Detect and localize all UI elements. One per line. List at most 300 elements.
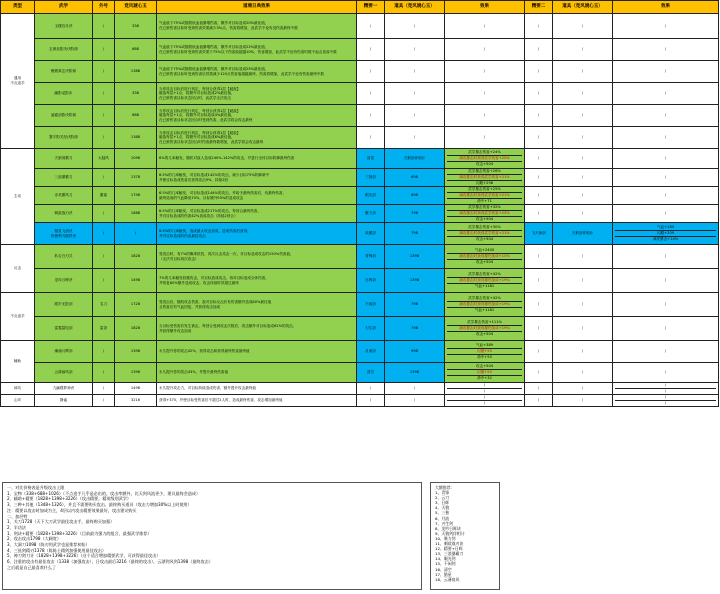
table-row [1,293,719,317]
effect1-cell [445,149,525,169]
col-header: 道境日典效果 [157,1,357,14]
effect-line: 武学暴击伤害+25% [447,187,522,193]
cost-cell: 1828 [115,245,157,269]
note-line: 注：精要以攻击时加成为主，4层以内攻击精要效果最好，攻击建议购买 [7,507,137,513]
essence2-cell: / [525,341,553,363]
note-line: 1、剑诀+精要（1828+1398+3226）（目前最为强力的组合，最强武学推荐） [7,530,152,536]
effect-line: 闪避+55 [447,349,522,355]
note-line: 6、注重的攻击有最佳攻击（1338（加强攻击），日攻击最后3216（最终的攻击），云漂剑风剑1398（最终攻击） [7,559,213,565]
effect1-cell [445,269,525,293]
effect-line: 气血+1181 [474,308,495,312]
note-line: 1、关刀1728（天下大刀武学最佳攻击手，最终购买加强） [7,519,115,525]
effect2-cell [613,269,719,293]
effect-desc-cell: 永久提升攻击力，对目标持续造成伤害，额外提升攻击最终值 [157,383,357,395]
alias-cell: / [93,269,115,293]
table-row [1,105,719,127]
effect-line: / [664,389,667,393]
effect-line: 减攻暴击时获得武学伤害+21% [447,231,522,237]
item1-cell: 698 [385,187,445,205]
item2-cell: / [553,61,613,83]
note-line: 4、三弦剑精刃1378（陈陈士精剑加强使用最佳攻击） [7,547,106,553]
effect2-cell [613,39,719,61]
effect-line: 减攻暴击时获得武学伤害+25% [447,211,522,217]
effect-line: 气血+2400 [447,248,522,254]
item1-cell: / [385,105,445,127]
category-cell: 辅助 [1,341,35,383]
alias-cell: / [93,205,115,223]
table-row [1,245,719,269]
effect1-cell [445,245,525,269]
essence2-cell: / [525,105,553,127]
effect-line: 武学暴击伤害+24% [447,150,522,156]
category-cell: 反击 [1,245,35,293]
effect-line: / [664,302,667,306]
essence2-cell: / [525,395,553,407]
col-header: 道具（竞风琥心玉） [553,1,613,14]
effect1-cell [445,105,525,127]
effect-line: 减攻暴击时获得武学伤害+21% [447,175,522,181]
table-row [1,169,719,187]
table-row [1,317,719,341]
table-row [1,341,719,363]
item1-cell: 天狼剑伴相计 [385,149,445,169]
effect-line: / [664,370,667,374]
order-item: 5、三独 [435,510,450,516]
essence1-cell: / [357,39,385,61]
essence1-cell: / [357,127,385,149]
cost-cell: 1378 [115,169,157,187]
effect-line: 攻击+504 [475,260,494,264]
skill-name-cell: 凌霜剑影诀阶源 [35,105,93,127]
effect-line: 武学暴击伤害+42% [447,296,522,302]
effect-desc-cell: 受攻击后，随机攻击伤害，敌对目标反击后有伤害额外造成80%最佳值 且伤害后有气血回复，并获得攻击加成 [157,293,357,317]
effect-line: 攻击+504 [475,332,494,336]
effect-desc-cell: 气血值下75%或随着低血值暴增伤害，额外对目标造成22%最佳值， 在已被伤害目标时受到伤害效果下75%以下伤害值超越10%，伤害增加，此武学不论有伤害时数不起点造成中数 [157,39,357,61]
essence1-cell: / [357,14,385,39]
essence1-cell: 眼光剑 [357,187,385,205]
skill-name-cell: 三浪暴霸刀 [35,169,93,187]
essence1-cell: 青锋剑 [357,245,385,269]
col-header: 道具（竞风琥心玉） [385,1,445,14]
essence2-cell: / [525,61,553,83]
alias-cell: / [93,83,115,105]
note-line: 二、加层特 [7,513,28,519]
effect-line: / [483,47,486,51]
skill-name-cell: 赤英霸风刀 [35,187,93,205]
table-row [1,269,719,293]
essence2-cell: / [525,149,553,169]
skill-name-cell: 跟岁无影剑 [35,293,93,317]
effect1-cell [445,395,525,407]
item1-cell: 798 [385,205,445,223]
skill-name-cell: 斩舌白刃式 [35,245,93,269]
effect-desc-cell: 7%的几率触发回避攻击，对目标造成攻击，再对目标造成全体伤害， 并恢复60%额外造成攻击，攻击持续时效超过最终 [157,269,357,293]
table-row [1,363,719,383]
item2-cell: / [553,245,613,269]
cost-cell: 1498 [115,269,157,293]
col-header: 外号 [93,1,115,14]
alias-cell: / [93,245,115,269]
table-row [1,205,719,223]
essence2-cell: / [525,317,553,341]
order-item: 2、云刀 [435,495,450,501]
effect-line: / [664,254,667,258]
item1-cell: 698 [385,169,445,187]
effect-line: 武学暴击伤害+26% [447,169,522,175]
essence1-cell: 收藏剑 [357,223,385,245]
item2-cell: / [553,83,613,105]
effect-desc-cell: 气血值下75%或随着低血值暴增伤害，额外对目标造成25%最佳值， 在已被伤害目标时受到伤害后效果减少120点伤害值超越最终，伤害将增加，此武学不论有伤害最终中数 [157,61,357,83]
essence2-cell: / [525,205,553,223]
effect-desc-cell: 当你攻击目标后进行判定，每回合获得1层【破敌】 破敌每层+1点，将额外对目标造成2%最佳值， 在已被伤害目标状态回合时，此武学无法攻击 [157,83,357,105]
effect2-cell [613,127,719,149]
item1-cell: / [385,395,445,407]
category-cell: 通用 不点追手 [1,14,35,149]
effect-line: 减攻暴击时获得暴伤加成+19% [447,326,522,332]
effect-line: 气血+1181 [474,284,495,288]
essence2-cell: / [525,245,553,269]
skill-name-cell: 寰宇阳关经诀阶源 [35,127,93,149]
effect-line: / [664,156,667,160]
effect-line: 减攻暴击时获得暴伤加成+15% [447,254,522,260]
col-header: 竞风琥心玉 [115,1,157,14]
essence2-cell: / [525,127,553,149]
effect1-cell [445,187,525,205]
effect-desc-cell: 当你攻击目标后进行判定，每回合获得1层【破敌】 破敌每层+1点，将额外对目标造成6%最佳值， 在已被伤害目标状态回合时伤害最终数增加，此武学将会攻击最终 [157,127,357,149]
order-title: 大额推荐： [435,485,455,490]
order-item: 9、天狼剑伴相计 [435,530,465,536]
essence2-cell: 飞天神剑 [525,223,553,245]
table-row [1,39,719,61]
order-item: 3、日晖 [435,500,450,506]
effect2-cell [613,61,719,83]
effect-line: / [447,395,522,401]
effect-line: 武学暴击伤害+30% [447,225,522,231]
item1-cell: 1398 [385,269,445,293]
effect-line: / [664,401,667,405]
effect-line: 减攻暴击+14% [652,237,679,241]
item2-cell: / [553,383,613,395]
essence2-cell: / [525,14,553,39]
effect-desc-cell: 获得+375，并使目标受伤害后不超过2人时，造成最终伤害，攻击增加最终值 [157,395,357,407]
category-cell: 心印 [1,395,35,407]
effect-line: 减攻暴击时获得武学伤害+20% [447,156,522,162]
effect1-cell [445,169,525,187]
effect-line: / [664,91,667,95]
cost-cell: 688 [115,105,157,127]
effect2-cell [613,317,719,341]
alias-cell: / [93,39,115,61]
skill-name-cell: 玉楼宫月诀 [35,14,93,39]
essence1-cell: 三独剑 [357,169,385,187]
table-row [1,14,719,39]
effect-line: / [447,383,522,389]
effect-line: 命中+71 [477,199,492,203]
alias-cell: 激素 [93,187,115,205]
essence2-cell: / [525,187,553,205]
alias-cell: / [93,105,115,127]
note-line: 之后就是自己最喜欢什么了 [7,564,57,570]
effect2-cell [613,169,719,187]
note-line: 2、攻击攻击1798（大阔宽） [7,536,61,542]
cost-cell: / [115,223,157,245]
item2-cell: / [553,149,613,169]
effect1-cell [445,363,525,383]
effect-desc-cell: 6%的几率触发，随机对敌人造成240%-142%的攻击，并进行全体目标防御最终伤害 [157,149,357,169]
effect-desc-cell: 当目标受伤害后发生被击，每回合受到攻击次数后，攻击额外对目标造成62%的攻击， 并获得额外攻击加成 [157,317,357,341]
effect2-cell [613,149,719,169]
note-line: 一、对比价格表是升级攻击上限 [7,485,65,490]
item2-cell: / [553,363,613,383]
effect-line: / [483,135,486,139]
effect-line: / [664,175,667,179]
cost-cell: 1888 [115,205,157,223]
cost-cell: 1398 [115,363,157,383]
alias-cell: / [93,223,115,245]
effect-line: 命中+55 [477,355,492,359]
item1-cell: / [385,14,445,39]
effect-line: / [664,193,667,197]
skill-name-cell: 云薄扇风剑 [35,363,93,383]
effect-line: 武学暴击伤害+111% [447,320,522,326]
effect-line: / [664,278,667,282]
effect-desc-cell: 永久提升你的攻击43%，并提升最终伤害值 [157,363,357,383]
effect-line: / [664,47,667,51]
item2-cell: / [553,205,613,223]
item2-cell: / [553,187,613,205]
note-line: 1、宝物（338+688+1026）（不点追手几乎是必出的，攻击率额外，比天剑风流更少，建议最终会造成） [7,490,201,496]
category-cell: 主动 [1,149,35,245]
effect-line: 武学暴击伤害+42% [447,272,522,278]
order-item: 15、不闲剑 [435,561,456,567]
item2-cell: / [553,169,613,187]
table-row [1,223,719,245]
cost-cell: 1798 [115,187,157,205]
effect-line: 减攻暴击时获得暴伤加成+19% [447,278,522,284]
order-item: 7、刃生剑 [435,520,454,526]
item1-cell: 798 [385,317,445,341]
notes-panel [2,482,422,590]
cost-cell: 1728 [115,293,157,317]
alias-cell: / [93,341,115,363]
cost-cell: 3216 [115,395,157,407]
item2-cell: / [553,317,613,341]
cost-cell: 1098 [115,149,157,169]
item2-cell: / [553,14,613,39]
essence2-cell: / [525,293,553,317]
skill-name-cell: 雷霆裂电剑 [35,317,93,341]
effect1-cell [445,127,525,149]
effect-desc-cell: 气血值下75%或随着低血值暴增伤害，额外对目标造成20%最佳值， 在已被伤害目标时受到伤害效果减少3%点，伤害将增加，此武学不论有没伤害最终中数 [157,14,357,39]
effect-line: / [615,395,716,401]
essence1-cell: / [357,61,385,83]
effect-desc-cell: 6.5%的几率触发，对目标造成217%的攻击，每回合最终伤害， 并对目标造成的伤害42%造成攻击（持续2回合） [157,205,357,223]
item1-cell: / [385,83,445,105]
effect-line: / [483,91,486,95]
effect2-cell [613,187,719,205]
effect-line: / [615,383,716,389]
essence1-cell: / [357,83,385,105]
recommend-order-panel [430,482,500,590]
order-item: 1、青锋 [435,490,450,496]
order-item: 14、眼光剑 [435,556,456,562]
essence1-cell: / [357,105,385,127]
effect-line: 攻击+504 [475,162,494,166]
skill-name-cell: 猎星飞剑诀 快捷利刃破铁诀 [35,223,93,245]
col-header: 效果 [613,1,719,14]
cost-cell: 338 [115,83,157,105]
effect2-cell [613,383,719,395]
col-header: 类型 [1,1,35,14]
effect2-cell [613,245,719,269]
skill-name-cell: 天狼荡霸刀 [35,149,93,169]
item1-cell: 798 [385,293,445,317]
table-row [1,395,719,407]
effect2-cell [613,105,719,127]
col-header: 精要二 [525,1,553,14]
item2-cell: / [553,39,613,61]
effect-line: / [483,113,486,117]
table-row [1,61,719,83]
effect2-cell [613,83,719,105]
item2-cell: 天狼剑伴相计 [553,223,613,245]
order-item: 13、三浪暴霸刀 [435,551,464,557]
essence2-cell: / [525,39,553,61]
alias-cell: 名刀 [93,293,115,317]
note-line: 2、辅助+精要（1828+1398+3226）（攻击精要，精英级别武学） [7,496,131,502]
effect1-cell [445,383,525,395]
effect-line: / [483,389,486,393]
skill-name-cell: 刺敌战刃诀 [35,205,93,223]
essence1-cell: 清见 [357,149,385,169]
effect-line: / [664,326,667,330]
effect1-cell [445,39,525,61]
alias-cell: / [93,61,115,83]
skill-name-cell: 静谧 [35,395,93,407]
effect-line: 闪避+209 [615,231,716,237]
effect-line: 气血+389 [447,343,522,349]
note-line: 2、半功法 [7,524,26,530]
essence2-cell: / [525,383,553,395]
skill-name-cell: 潮涌月辉剑 [35,341,93,363]
item1-cell: 1398 [385,363,445,383]
note-line: 3、大洞刀1098（陈刃剑武学也是推荐初始） [7,542,90,548]
alias-cell: 雷剑 [93,317,115,341]
effect-desc-cell: 6.5%的几率触发，对目标造成144%的攻击，并给予最终伤害后，有最终伤害， 最终造成的气血降低70%，目标额外93%的造成攻击 [157,187,357,205]
effect-line: 武学暴击伤害+32% [447,205,522,211]
effect-line: / [483,69,486,73]
effect-line: / [483,401,486,405]
alias-cell: / [93,383,115,395]
essence1-cell: 不闲剑 [357,293,385,317]
effect-line: 命中+32 [477,376,492,380]
effect-line: / [483,23,486,28]
item2-cell: / [553,105,613,127]
effect2-cell [613,223,719,245]
effect1-cell [445,223,525,245]
order-item: 11、刺敌战刃诀 [435,541,464,547]
order-item: 10、聚力剑 [435,535,456,541]
essence2-cell: / [525,169,553,187]
effect-desc-cell: 6.5%的几率触发，对目标造成142%的攻击，减少目标75%防御命中 并使目标造成伤害后获得攻击9%，持续2回 [157,169,357,187]
header-row [1,1,719,14]
cost-cell: 1388 [115,61,157,83]
item2-cell: / [553,293,613,317]
effect2-cell [613,293,719,317]
alias-cell: / [93,363,115,383]
cost-cell: 338 [115,14,157,39]
effect-line: 气血+184 [615,225,716,231]
essence1-cell: 清空 [357,363,385,383]
effect-line: 攻击+504 [475,217,494,221]
alias-cell: / [93,127,115,149]
order-item: 17、猎星 [435,571,452,577]
item1-cell: / [385,39,445,61]
table-row [1,187,719,205]
item1-cell: 798 [385,223,445,245]
effect2-cell [613,14,719,39]
order-item: 16、清空 [435,566,452,572]
skill-name-cell: 幽影觅影步 [35,83,93,105]
item1-cell: 998 [385,341,445,363]
effect2-cell [613,395,719,407]
effect1-cell [445,83,525,105]
effect1-cell [445,205,525,223]
table-row [1,383,719,395]
table-row [1,127,719,149]
note-line: 5、神刀剑刀计（1828+1398+3226）（这个适合增加精要武学，可获得最佳攻击） [7,553,161,559]
skill-name-cell: 燎燃真玄诀阶源 [35,61,93,83]
essence2-cell: / [525,83,553,105]
essence1-cell: 月流剑 [357,341,385,363]
skill-name-cell: 九幽噬梦神诀 [35,383,93,395]
category-cell: 不点追手 [1,293,35,341]
order-item: 8、龙吟日晖诀 [435,525,461,531]
cost-cell: 1388 [115,127,157,149]
essence2-cell: / [525,269,553,293]
effect-line: / [664,113,667,117]
effect2-cell [613,363,719,383]
col-header: 精要一 [357,1,385,14]
effect-line: 闪避+298 [475,181,494,185]
effect-line: / [664,135,667,139]
alias-cell: / [93,169,115,187]
essence1-cell: 聚力剑 [357,205,385,223]
effect1-cell [445,341,525,363]
effect2-cell [613,341,719,363]
cost-cell: 1398 [115,341,157,363]
effect-line: 攻击+504 [475,237,494,241]
alias-cell: 大陆风 [93,149,115,169]
effect-line: 减攻暴击时获得武学伤害+21% [447,193,522,199]
effect1-cell [445,14,525,39]
item1-cell: 1398 [385,245,445,269]
col-header: 武学 [35,1,93,14]
col-header: 效果 [445,1,525,14]
cost-cell: 688 [115,39,157,61]
effect2-cell [613,205,719,223]
effect-line: 攻击+504 [447,364,522,370]
note-line: 3、三种+其他（1348+1326），并且不需要购买攻击，最终购买道具（攻击力增加30%以上时使用） [7,502,192,508]
alias-cell: / [93,395,115,407]
effect-line: 闪避+55 [447,370,522,376]
alias-cell: / [93,14,115,39]
cost-cell: 1498 [115,383,157,395]
essence2-cell: / [525,363,553,383]
cost-cell: 1828 [115,317,157,341]
essence1-cell: 刃生剑 [357,317,385,341]
item1-cell: / [385,127,445,149]
